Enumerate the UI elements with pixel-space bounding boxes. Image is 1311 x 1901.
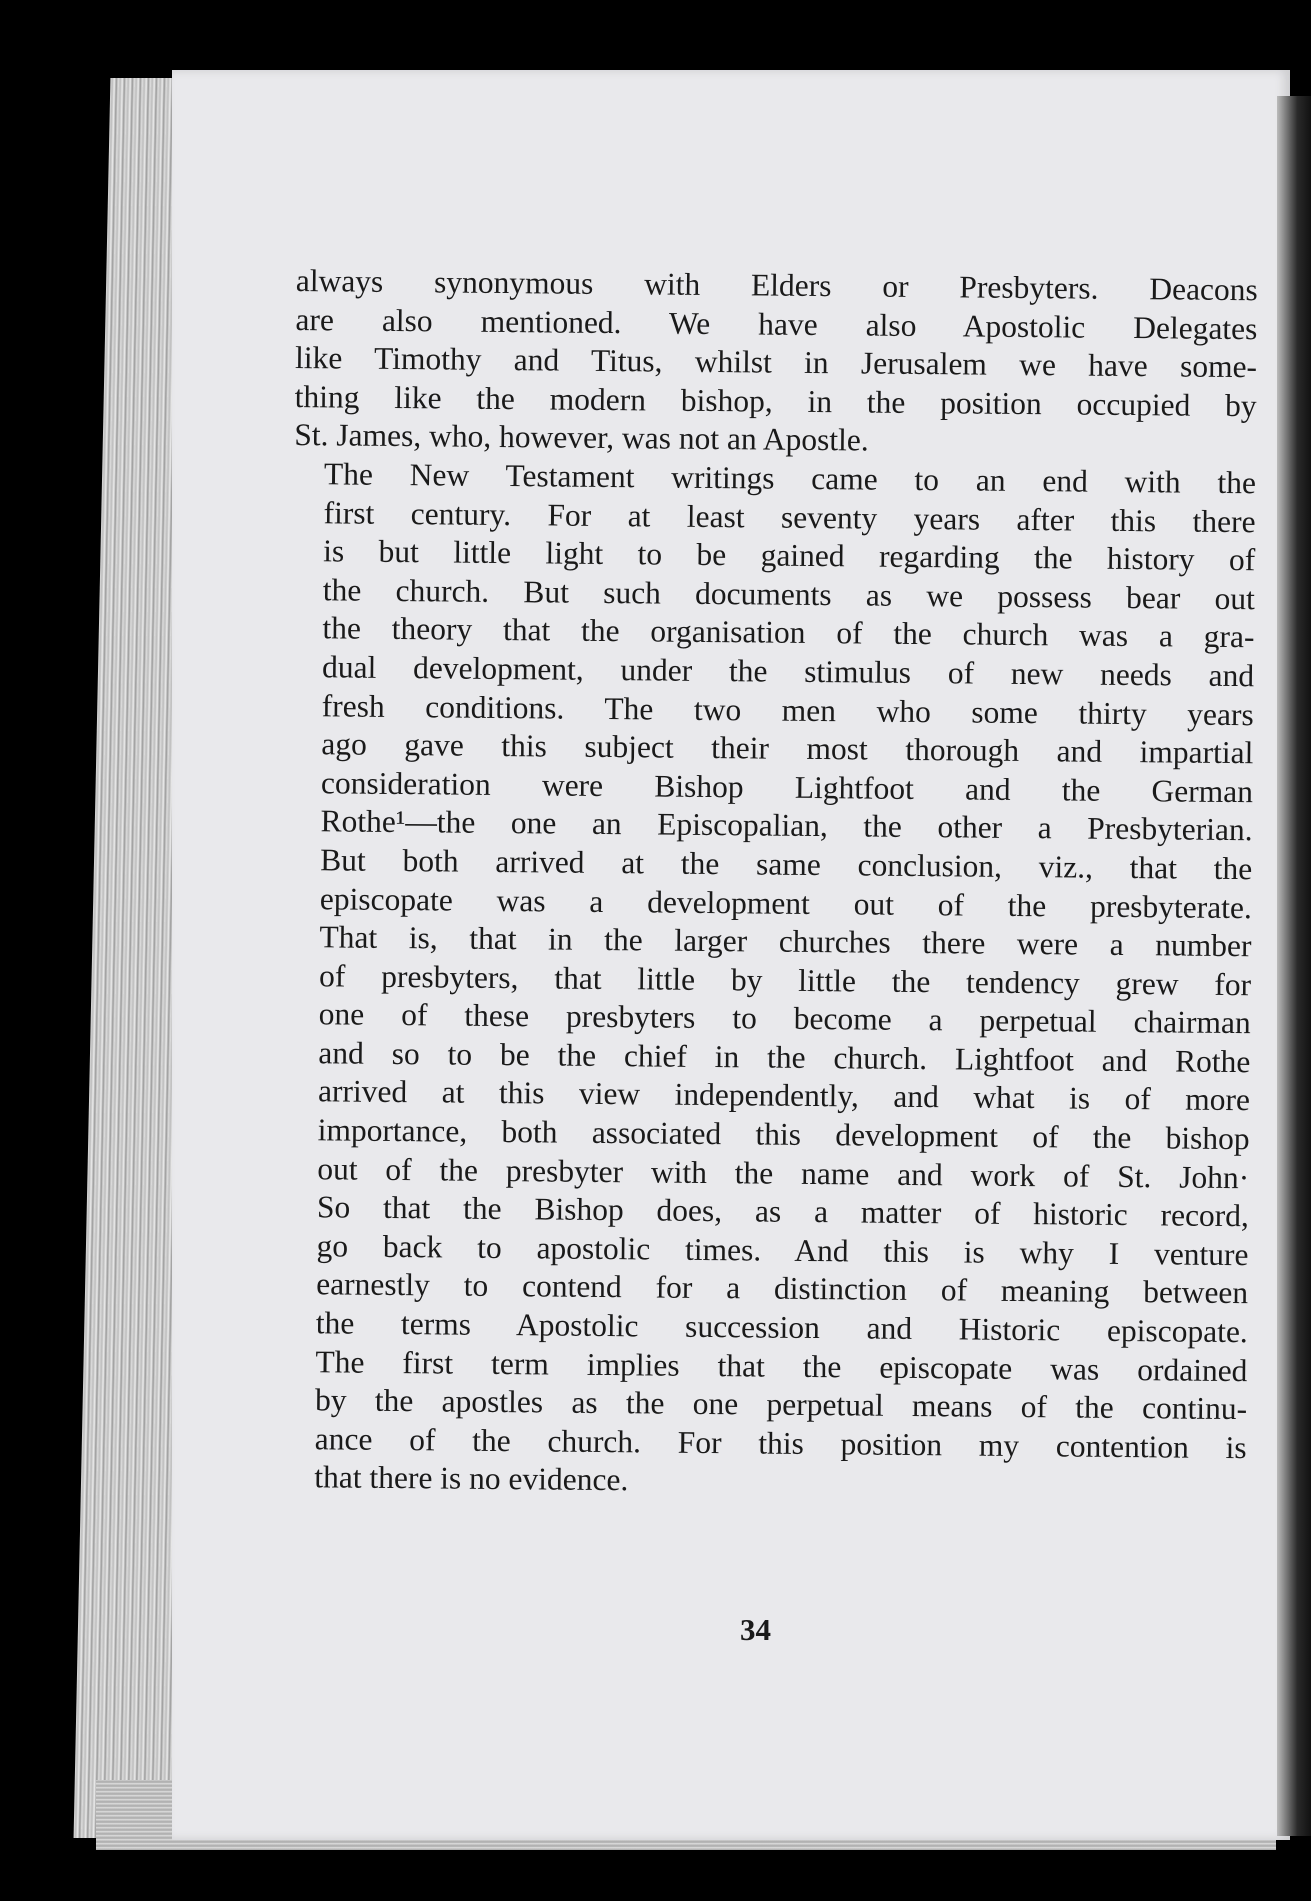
page-number: 34	[740, 1612, 771, 1647]
text-line: that there is no evidence.	[314, 1459, 629, 1498]
text-line: So that the Bishop does, as a matter of historic record,	[316, 1189, 1250, 1234]
text-line: first century. For at least seventy years after this there	[323, 494, 1256, 539]
text-line: out of the presbyter with the name and work of St. John·	[317, 1150, 1250, 1195]
text-line: That is, that in the larger churches there were a number	[319, 919, 1252, 964]
text-line: dual development, under the stimulus of new needs and	[321, 649, 1255, 694]
text-line: ance of the church. For this position my contention is	[314, 1421, 1247, 1465]
text-line: earnestly to contend for a distinction of meaning between	[316, 1266, 1249, 1311]
page-body-text	[284, 262, 1258, 1506]
text-line: of presbyters, that little by little the tendency grew for	[318, 957, 1252, 1002]
text-line: and so to be the chief in the church. Lightfoot and Rothe	[318, 1035, 1251, 1080]
paragraph	[294, 262, 1258, 464]
text-line: are also mentioned. We have also Apostolic Delegates	[295, 301, 1258, 346]
text-line: fresh conditions. The two men who some thirty years	[321, 687, 1254, 732]
text-line: episcopate was a development out of the presbyterate.	[319, 880, 1253, 925]
text-line: the theory that the organisation of the church was a gra-	[322, 610, 1255, 655]
text-line: by the apostles as the one perpetual means of the continu-	[314, 1382, 1248, 1427]
text-line: The first term implies that the episcopate was ordained	[315, 1343, 1248, 1388]
text-line: thing like the modern bishop, in the position occupied by	[294, 378, 1257, 424]
paragraph	[284, 455, 1256, 1506]
text-line: like Timothy and Titus, whilst in Jerusalem we have some-	[294, 340, 1258, 385]
text-line: The New Testament writings came to an end with the	[323, 456, 1257, 501]
text-line: arrived at this view independently, and what is of more	[317, 1073, 1251, 1118]
text-line: always synonymous with Elders or Presbyters. Deacons	[295, 262, 1258, 308]
text-line: is but little light to be gained regarding the history of	[323, 533, 1256, 578]
text-line: importance, both associated this development of the bishop	[317, 1112, 1250, 1157]
text-line: But both arrived at the same conclusion, viz., that the	[320, 842, 1253, 887]
text-line: ago gave this subject their most thorough and impartial	[321, 726, 1254, 771]
text-line: consideration were Bishop Lightfoot and the German	[320, 764, 1254, 809]
text-line: the church. But such documents as we possess bear out	[322, 572, 1255, 616]
text-line: one of these presbyters to become a perpetual chairman	[318, 996, 1251, 1041]
text-line: St. James, who, however, was not an Apostle.	[294, 417, 869, 458]
text-line: the terms Apostolic succession and Historic episcopate.	[315, 1305, 1248, 1350]
text-line: go back to apostolic times. And this is why I venture	[316, 1228, 1249, 1273]
book-spine-shadow	[1277, 96, 1311, 1836]
text-line: Rothe¹—the one an Episcopalian, the other a Presbyterian.	[320, 803, 1253, 848]
